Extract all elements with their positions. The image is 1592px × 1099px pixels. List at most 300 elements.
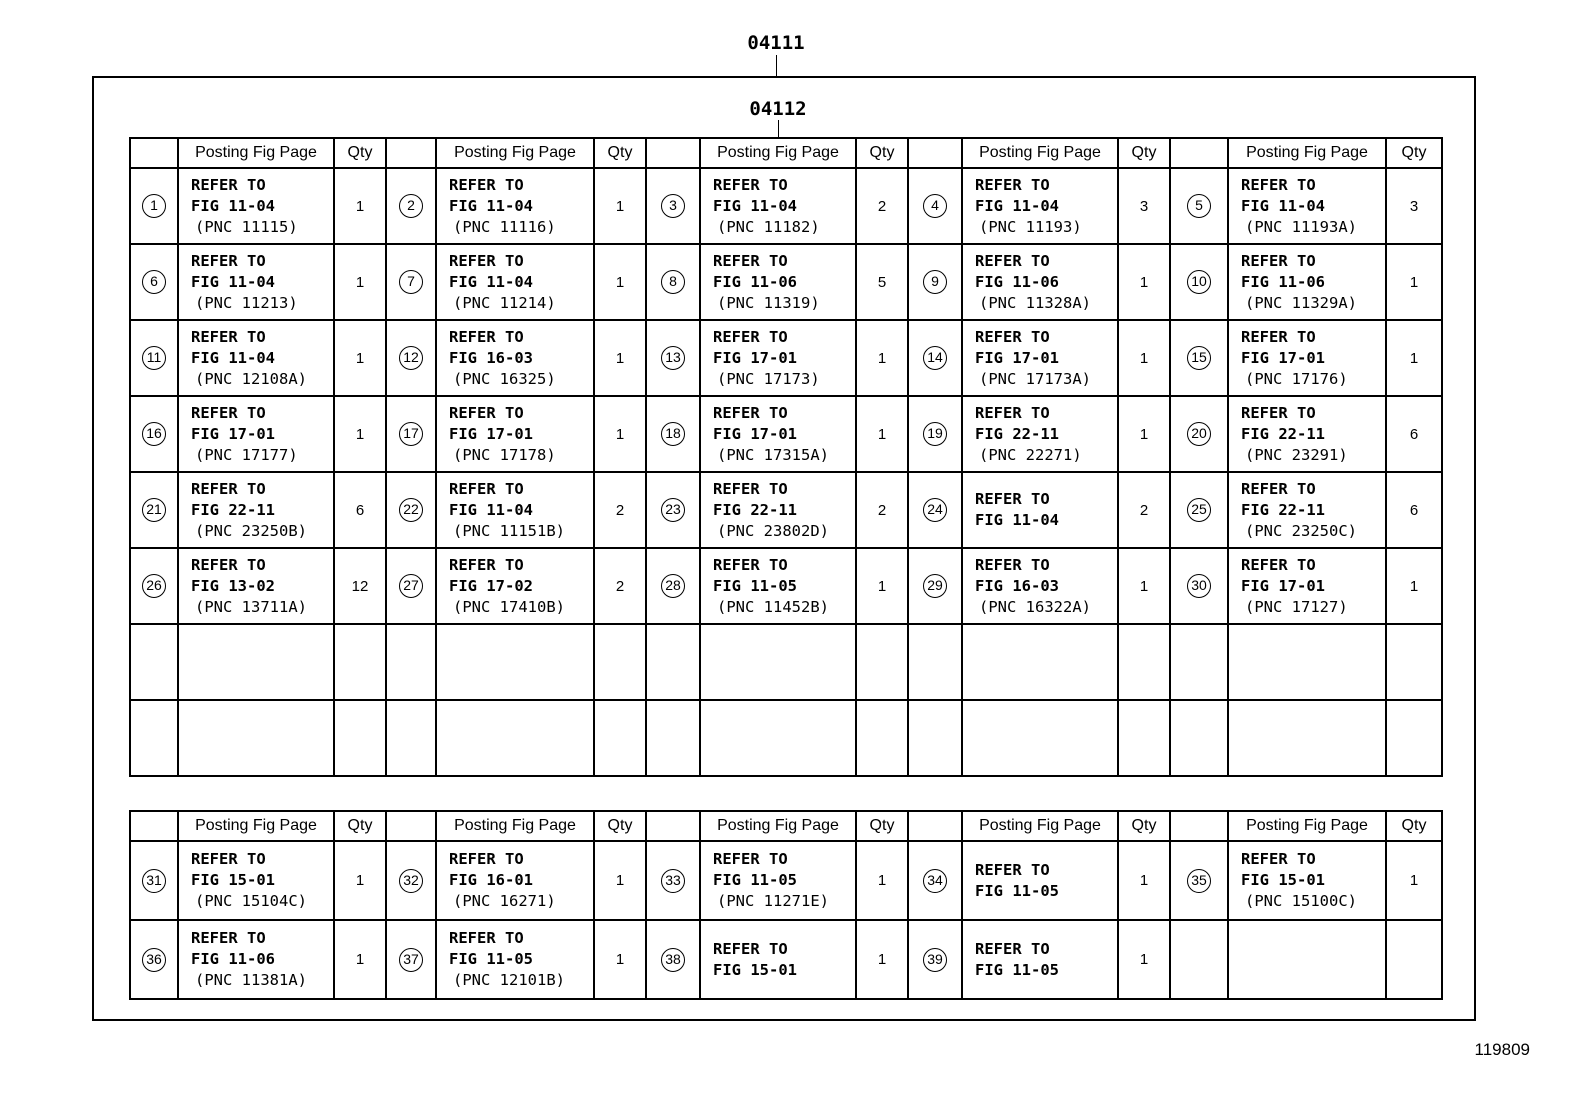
qty-cell: 1	[856, 320, 908, 396]
fig-reference: FIG 11-05	[713, 576, 797, 595]
callout-number: 29	[923, 574, 947, 598]
table-row	[130, 548, 1442, 624]
refer-to-text: REFER TO	[449, 555, 524, 574]
fig-reference: FIG 11-04	[975, 196, 1059, 215]
refer-to-text: REFER TO	[713, 850, 788, 868]
pnc-reference: (PNC 11214)	[453, 293, 556, 312]
item-number-cell	[646, 548, 700, 624]
fig-reference: FIG 11-06	[713, 272, 797, 291]
table-row	[130, 168, 1442, 244]
callout-number: 13	[661, 346, 685, 370]
item-number-cell	[130, 320, 178, 396]
qty-cell: 6	[334, 472, 386, 548]
item-number-cell	[130, 920, 178, 999]
callout-number: 15	[1187, 346, 1211, 370]
item-number-cell	[646, 920, 700, 999]
qty-cell	[1386, 700, 1442, 776]
callout-number: 4	[923, 194, 947, 218]
item-number-cell	[130, 841, 178, 920]
posting-fig-page-cell	[962, 320, 1118, 396]
pnc-reference: (PNC 11151B)	[453, 521, 565, 540]
item-number-cell	[908, 920, 962, 999]
posting-fig-page-cell	[1228, 624, 1386, 700]
refer-to-text: REFER TO	[975, 555, 1050, 574]
item-number-cell	[386, 168, 436, 244]
posting-fig-page-cell	[1228, 920, 1386, 999]
callout-number: 2	[399, 194, 423, 218]
refer-to-text: REFER TO	[713, 939, 788, 958]
fig-reference: FIG 11-04	[449, 196, 533, 215]
pnc-reference: (PNC 22271)	[979, 445, 1082, 464]
pnc-reference: (PNC 17178)	[453, 445, 556, 464]
posting-fig-page-cell	[700, 548, 856, 624]
refer-to-text: REFER TO	[449, 479, 524, 498]
fig-reference: FIG 11-05	[975, 881, 1059, 900]
pnc-reference: (PNC 11329A)	[1245, 293, 1357, 312]
posting-fig-page-cell	[178, 548, 334, 624]
posting-fig-page-cell	[436, 320, 594, 396]
qty-cell: 1	[334, 168, 386, 244]
item-number-cell	[646, 700, 700, 776]
pnc-reference: (PNC 11193)	[979, 217, 1082, 236]
posting-fig-page-cell	[700, 700, 856, 776]
fig-reference: FIG 17-01	[191, 424, 275, 443]
header-qty: Qty	[856, 138, 908, 168]
callout-number: 25	[1187, 498, 1211, 522]
fig-reference: FIG 22-11	[1241, 424, 1325, 443]
fig-reference: FIG 11-04	[449, 272, 533, 291]
posting-fig-page-cell	[700, 920, 856, 999]
posting-fig-page-cell	[962, 396, 1118, 472]
item-number-cell	[130, 700, 178, 776]
qty-cell: 1	[1118, 841, 1170, 920]
posting-fig-page-cell	[178, 841, 334, 920]
qty-cell	[856, 624, 908, 700]
header-posting-fig-page: Posting Fig Page	[700, 138, 856, 168]
callout-number: 36	[142, 948, 166, 972]
qty-cell	[856, 700, 908, 776]
posting-fig-page-cell	[436, 841, 594, 920]
header-index	[908, 138, 962, 168]
qty-cell: 1	[1118, 244, 1170, 320]
item-number-cell	[1170, 244, 1228, 320]
header-index	[130, 138, 178, 168]
item-number-cell	[1170, 320, 1228, 396]
header-qty: Qty	[1386, 811, 1442, 841]
fig-reference: FIG 11-05	[975, 960, 1059, 979]
pnc-reference: (PNC 15100C)	[1245, 892, 1357, 910]
pnc-reference: (PNC 16325)	[453, 369, 556, 388]
pnc-reference: (PNC 11213)	[195, 293, 298, 312]
item-number-cell	[386, 548, 436, 624]
refer-to-text: REFER TO	[713, 175, 788, 194]
pnc-reference: (PNC 11271E)	[717, 892, 829, 910]
header-qty: Qty	[856, 811, 908, 841]
qty-cell	[1386, 624, 1442, 700]
fig-reference: FIG 11-04	[191, 196, 275, 215]
posting-fig-page-cell	[1228, 396, 1386, 472]
refer-to-text: REFER TO	[191, 251, 266, 270]
posting-fig-page-cell	[1228, 472, 1386, 548]
qty-cell	[1118, 624, 1170, 700]
leader-line-04112	[778, 120, 779, 138]
refer-to-text: REFER TO	[449, 175, 524, 194]
qty-cell: 1	[594, 320, 646, 396]
pnc-reference: (PNC 11115)	[195, 217, 298, 236]
pnc-reference: (PNC 12101B)	[453, 971, 565, 989]
parts-reference-table-2	[129, 810, 1443, 1000]
qty-cell: 1	[856, 396, 908, 472]
header-posting-fig-page: Posting Fig Page	[962, 138, 1118, 168]
callout-number: 38	[661, 948, 685, 972]
item-number-cell	[908, 548, 962, 624]
posting-fig-page-cell	[178, 168, 334, 244]
fig-reference: FIG 11-06	[975, 272, 1059, 291]
qty-cell: 1	[594, 396, 646, 472]
table-row	[130, 244, 1442, 320]
item-number-cell	[646, 624, 700, 700]
item-number-cell	[908, 244, 962, 320]
callout-number: 30	[1187, 574, 1211, 598]
qty-cell: 1	[1118, 396, 1170, 472]
table-row	[130, 396, 1442, 472]
item-number-cell	[130, 548, 178, 624]
item-number-cell	[908, 624, 962, 700]
pnc-reference: (PNC 17315A)	[717, 445, 829, 464]
qty-cell: 1	[1118, 548, 1170, 624]
refer-to-text: REFER TO	[191, 555, 266, 574]
posting-fig-page-cell	[962, 700, 1118, 776]
qty-cell: 6	[1386, 472, 1442, 548]
table-row	[130, 624, 1442, 700]
fig-reference: FIG 11-06	[191, 950, 275, 968]
item-number-cell	[1170, 920, 1228, 999]
posting-fig-page-cell	[436, 624, 594, 700]
header-posting-fig-page: Posting Fig Page	[436, 811, 594, 841]
callout-number: 7	[399, 270, 423, 294]
header-posting-fig-page: Posting Fig Page	[962, 811, 1118, 841]
pnc-reference: (PNC 23802D)	[717, 521, 829, 540]
fig-reference: FIG 16-01	[449, 871, 533, 889]
refer-to-text: REFER TO	[1241, 403, 1316, 422]
pnc-reference: (PNC 15104C)	[195, 892, 307, 910]
item-number-cell	[1170, 548, 1228, 624]
item-number-cell	[1170, 472, 1228, 548]
pnc-reference: (PNC 11381A)	[195, 971, 307, 989]
item-number-cell	[908, 320, 962, 396]
qty-cell: 1	[334, 396, 386, 472]
item-number-cell	[908, 168, 962, 244]
qty-cell: 1	[594, 168, 646, 244]
refer-to-text: REFER TO	[713, 555, 788, 574]
refer-to-text: REFER TO	[975, 860, 1050, 879]
pnc-reference: (PNC 23291)	[1245, 445, 1348, 464]
refer-to-text: REFER TO	[1241, 479, 1316, 498]
posting-fig-page-cell	[1228, 320, 1386, 396]
qty-cell: 2	[856, 168, 908, 244]
item-number-cell	[130, 472, 178, 548]
label-04111: 04111	[747, 32, 805, 54]
callout-number: 6	[142, 270, 166, 294]
fig-reference: FIG 17-01	[713, 424, 797, 443]
header-posting-fig-page: Posting Fig Page	[700, 811, 856, 841]
table-row	[130, 472, 1442, 548]
refer-to-text: REFER TO	[191, 850, 266, 868]
refer-to-text: REFER TO	[449, 403, 524, 422]
refer-to-text: REFER TO	[1241, 555, 1316, 574]
item-number-cell	[386, 624, 436, 700]
pnc-reference: (PNC 11116)	[453, 217, 556, 236]
qty-cell: 1	[1386, 244, 1442, 320]
callout-number: 17	[399, 422, 423, 446]
fig-reference: FIG 11-05	[449, 950, 533, 968]
header-qty: Qty	[1386, 138, 1442, 168]
posting-fig-page-cell	[178, 624, 334, 700]
refer-to-text: REFER TO	[975, 327, 1050, 346]
qty-cell: 1	[1118, 320, 1170, 396]
posting-fig-page-cell	[436, 472, 594, 548]
refer-to-text: REFER TO	[975, 403, 1050, 422]
qty-cell: 1	[594, 244, 646, 320]
callout-number: 19	[923, 422, 947, 446]
pnc-reference: (PNC 17410B)	[453, 597, 565, 616]
refer-to-text: REFER TO	[191, 929, 266, 947]
header-posting-fig-page: Posting Fig Page	[178, 138, 334, 168]
callout-number: 39	[923, 948, 947, 972]
posting-fig-page-cell	[962, 244, 1118, 320]
fig-reference: FIG 11-04	[975, 511, 1059, 529]
posting-fig-page-cell	[700, 168, 856, 244]
posting-fig-page-cell	[700, 396, 856, 472]
fig-reference: FIG 17-01	[975, 348, 1059, 367]
qty-cell: 1	[1386, 548, 1442, 624]
header-qty: Qty	[334, 811, 386, 841]
callout-number: 33	[661, 869, 685, 893]
pnc-reference: (PNC 11319)	[717, 293, 820, 312]
fig-reference: FIG 11-04	[1241, 196, 1325, 215]
callout-number: 10	[1187, 270, 1211, 294]
fig-reference: FIG 17-02	[449, 576, 533, 595]
posting-fig-page-cell	[178, 472, 334, 548]
fig-reference: FIG 22-11	[1241, 500, 1325, 519]
item-number-cell	[908, 841, 962, 920]
qty-cell: 1	[594, 920, 646, 999]
callout-number: 9	[923, 270, 947, 294]
qty-cell: 1	[856, 920, 908, 999]
item-number-cell	[386, 841, 436, 920]
callout-number: 35	[1187, 869, 1211, 893]
qty-cell: 1	[594, 841, 646, 920]
header-qty: Qty	[594, 138, 646, 168]
header-qty: Qty	[594, 811, 646, 841]
refer-to-text: REFER TO	[975, 939, 1050, 958]
pnc-reference: (PNC 23250B)	[195, 521, 307, 540]
qty-cell	[334, 624, 386, 700]
qty-cell: 1	[334, 920, 386, 999]
pnc-reference: (PNC 11193A)	[1245, 217, 1357, 236]
posting-fig-page-cell	[178, 700, 334, 776]
qty-cell	[334, 700, 386, 776]
posting-fig-page-cell	[1228, 700, 1386, 776]
posting-fig-page-cell	[700, 624, 856, 700]
item-number-cell	[908, 396, 962, 472]
posting-fig-page-cell	[1228, 168, 1386, 244]
refer-to-text: REFER TO	[713, 479, 788, 498]
fig-reference: FIG 11-04	[449, 500, 533, 519]
refer-to-text: REFER TO	[191, 403, 266, 422]
header-posting-fig-page: Posting Fig Page	[1228, 811, 1386, 841]
callout-number: 20	[1187, 422, 1211, 446]
fig-reference: FIG 17-01	[1241, 348, 1325, 367]
callout-number: 31	[142, 869, 166, 893]
item-number-cell	[1170, 396, 1228, 472]
callout-number: 26	[142, 574, 166, 598]
pnc-reference: (PNC 23250C)	[1245, 521, 1357, 540]
callout-number: 32	[399, 869, 423, 893]
qty-cell: 1	[334, 841, 386, 920]
item-number-cell	[386, 920, 436, 999]
fig-reference: FIG 17-01	[1241, 576, 1325, 595]
fig-reference: FIG 15-01	[1241, 871, 1325, 889]
item-number-cell	[908, 700, 962, 776]
header-posting-fig-page: Posting Fig Page	[436, 138, 594, 168]
qty-cell: 2	[1118, 472, 1170, 548]
posting-fig-page-cell	[962, 841, 1118, 920]
qty-cell: 1	[1386, 841, 1442, 920]
posting-fig-page-cell	[436, 548, 594, 624]
refer-to-text: REFER TO	[713, 251, 788, 270]
leader-line-04111	[776, 55, 777, 76]
refer-to-text: REFER TO	[449, 251, 524, 270]
posting-fig-page-cell	[436, 244, 594, 320]
item-number-cell	[130, 168, 178, 244]
fig-reference: FIG 15-01	[713, 960, 797, 979]
posting-fig-page-cell	[178, 396, 334, 472]
fig-reference: FIG 22-11	[975, 424, 1059, 443]
qty-cell	[594, 624, 646, 700]
pnc-reference: (PNC 16322A)	[979, 597, 1091, 616]
callout-number: 34	[923, 869, 947, 893]
header-index	[646, 811, 700, 841]
header-index	[386, 811, 436, 841]
item-number-cell	[386, 244, 436, 320]
refer-to-text: REFER TO	[1241, 327, 1316, 346]
callout-number: 18	[661, 422, 685, 446]
qty-cell: 1	[1118, 920, 1170, 999]
refer-to-text: REFER TO	[1241, 251, 1316, 270]
callout-number: 16	[142, 422, 166, 446]
fig-reference: FIG 11-04	[191, 272, 275, 291]
qty-cell: 2	[594, 472, 646, 548]
refer-to-text: REFER TO	[713, 403, 788, 422]
posting-fig-page-cell	[436, 396, 594, 472]
header-index	[1170, 811, 1228, 841]
header-posting-fig-page: Posting Fig Page	[178, 811, 334, 841]
callout-number: 1	[142, 194, 166, 218]
header-index	[1170, 138, 1228, 168]
table-row	[130, 920, 1442, 999]
item-number-cell	[130, 396, 178, 472]
fig-reference: FIG 17-01	[713, 348, 797, 367]
callout-number: 37	[399, 948, 423, 972]
qty-cell	[1118, 700, 1170, 776]
qty-cell: 1	[334, 244, 386, 320]
posting-fig-page-cell	[1228, 244, 1386, 320]
callout-number: 27	[399, 574, 423, 598]
refer-to-text: REFER TO	[191, 175, 266, 194]
callout-number: 11	[142, 346, 166, 370]
posting-fig-page-cell	[700, 472, 856, 548]
pnc-reference: (PNC 11452B)	[717, 597, 829, 616]
item-number-cell	[130, 244, 178, 320]
posting-fig-page-cell	[436, 920, 594, 999]
callout-number: 23	[661, 498, 685, 522]
refer-to-text: REFER TO	[191, 327, 266, 346]
pnc-reference: (PNC 12108A)	[195, 369, 307, 388]
posting-fig-page-cell	[962, 624, 1118, 700]
qty-cell: 2	[856, 472, 908, 548]
posting-fig-page-cell	[1228, 548, 1386, 624]
item-number-cell	[646, 244, 700, 320]
fig-reference: FIG 15-01	[191, 871, 275, 889]
posting-fig-page-cell	[178, 244, 334, 320]
fig-reference: FIG 11-04	[713, 196, 797, 215]
callout-number: 24	[923, 498, 947, 522]
table-row	[130, 320, 1442, 396]
posting-fig-page-cell	[178, 320, 334, 396]
refer-to-text: REFER TO	[1241, 175, 1316, 194]
item-number-cell	[1170, 841, 1228, 920]
item-number-cell	[646, 168, 700, 244]
item-number-cell	[908, 472, 962, 548]
callout-number: 22	[399, 498, 423, 522]
callout-number: 21	[142, 498, 166, 522]
callout-number: 12	[399, 346, 423, 370]
fig-reference: FIG 16-03	[449, 348, 533, 367]
item-number-cell	[386, 396, 436, 472]
fig-reference: FIG 16-03	[975, 576, 1059, 595]
qty-cell: 2	[594, 548, 646, 624]
posting-fig-page-cell	[1228, 841, 1386, 920]
posting-fig-page-cell	[436, 168, 594, 244]
header-posting-fig-page: Posting Fig Page	[1228, 138, 1386, 168]
header-index	[646, 138, 700, 168]
item-number-cell	[646, 841, 700, 920]
qty-cell: 1	[856, 548, 908, 624]
posting-fig-page-cell	[962, 472, 1118, 548]
callout-number: 8	[661, 270, 685, 294]
fig-reference: FIG 11-04	[191, 348, 275, 367]
item-number-cell	[386, 320, 436, 396]
fig-reference: FIG 11-06	[1241, 272, 1325, 291]
pnc-reference: (PNC 17173)	[717, 369, 820, 388]
fig-reference: FIG 22-11	[191, 500, 275, 519]
qty-cell: 5	[856, 244, 908, 320]
qty-cell: 6	[1386, 396, 1442, 472]
fig-reference: FIG 17-01	[449, 424, 533, 443]
label-04112: 04112	[749, 98, 807, 120]
item-number-cell	[1170, 624, 1228, 700]
header-qty: Qty	[1118, 811, 1170, 841]
pnc-reference: (PNC 17173A)	[979, 369, 1091, 388]
posting-fig-page-cell	[436, 700, 594, 776]
fig-reference: FIG 11-05	[713, 871, 797, 889]
refer-to-text: REFER TO	[975, 490, 1050, 508]
item-number-cell	[646, 472, 700, 548]
pnc-reference: (PNC 17176)	[1245, 369, 1348, 388]
item-number-cell	[386, 472, 436, 548]
refer-to-text: REFER TO	[975, 175, 1050, 194]
